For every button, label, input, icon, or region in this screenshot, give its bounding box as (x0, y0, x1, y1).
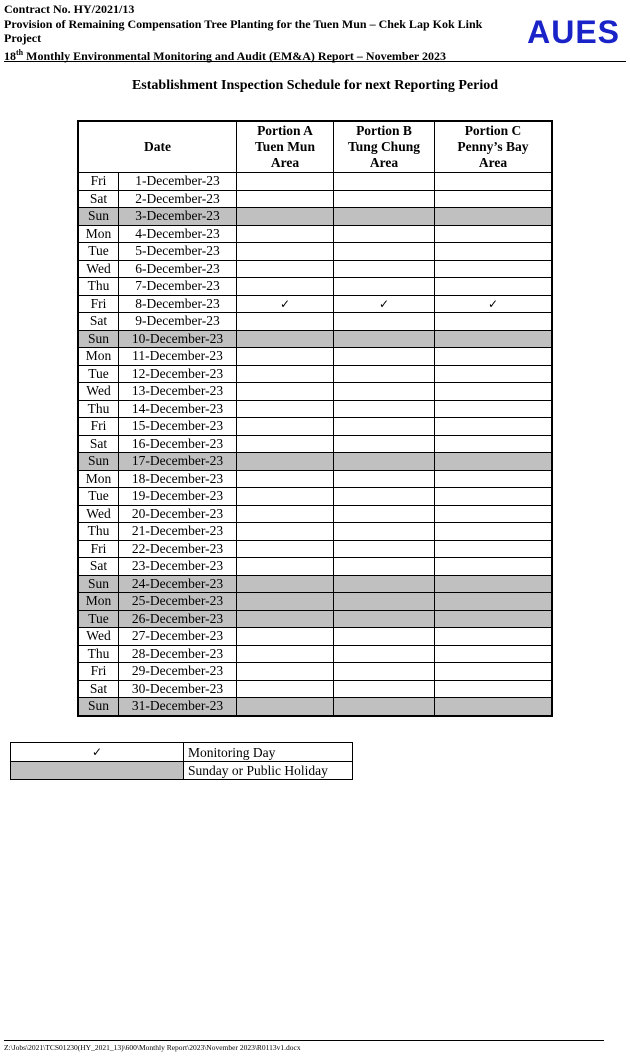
portion-c-cell (435, 208, 553, 226)
company-logo: AUES (527, 14, 620, 50)
legend-table (10, 742, 353, 780)
portion-a-cell (237, 243, 334, 261)
day-cell: Fri (78, 173, 119, 191)
portion-b-cell (334, 383, 435, 401)
header-portion-c: Portion C Penny’s Bay Area (435, 121, 553, 173)
table-row (78, 365, 552, 383)
day-cell: Tue (78, 488, 119, 506)
day-cell: Sun (78, 698, 119, 716)
portion-b-cell (334, 488, 435, 506)
portion-b-cell (334, 330, 435, 348)
table-row (78, 208, 552, 226)
report-title-rest: Monthly Environmental Monitoring and Audit (EM&A) Report – November 2023 (23, 48, 447, 63)
table-row (78, 698, 552, 716)
portion-a-cell (237, 488, 334, 506)
date-cell: 19-December-23 (119, 488, 237, 506)
day-cell: Fri (78, 663, 119, 681)
portion-b-cell (334, 435, 435, 453)
portion-b-cell (334, 663, 435, 681)
portion-a-cell (237, 190, 334, 208)
table-header-row (78, 121, 552, 173)
portion-c-cell (435, 190, 553, 208)
day-cell: Fri (78, 540, 119, 558)
portion-a-cell (237, 505, 334, 523)
portion-a-cell (237, 593, 334, 611)
legend-row-monitoring (11, 743, 353, 762)
portion-b-cell (334, 470, 435, 488)
portion-a-cell (237, 663, 334, 681)
date-cell: 13-December-23 (119, 383, 237, 401)
date-cell: 4-December-23 (119, 225, 237, 243)
portion-b-cell (334, 453, 435, 471)
portion-c-cell (435, 313, 553, 331)
project-title: Provision of Remaining Compensation Tree Planting for the Tuen Mun – Chek Lap Kok Link Project (4, 16, 483, 45)
legend-check-mark (11, 743, 184, 762)
portion-a-cell (237, 453, 334, 471)
portion-a-cell (237, 645, 334, 663)
page-title: Establishment Inspection Schedule for next Reporting Period (131, 78, 499, 93)
table-row (78, 488, 552, 506)
date-cell: 31-December-23 (119, 698, 237, 716)
report-number: 18 (4, 48, 16, 63)
date-cell: 11-December-23 (119, 348, 237, 366)
portion-a-cell (237, 383, 334, 401)
date-cell: 15-December-23 (119, 418, 237, 436)
date-cell: 5-December-23 (119, 243, 237, 261)
inspection-schedule-table (77, 120, 553, 717)
portion-b-cell (334, 610, 435, 628)
day-cell: Wed (78, 505, 119, 523)
portion-c-cell (435, 488, 553, 506)
schedule-body (78, 173, 552, 716)
portion-b-cell (334, 418, 435, 436)
portion-b-cell (334, 278, 435, 296)
portion-c-cell (435, 260, 553, 278)
portion-b-cell (334, 505, 435, 523)
day-cell: Sat (78, 435, 119, 453)
day-cell: Sat (78, 558, 119, 576)
portion-a-cell (237, 435, 334, 453)
portion-c-cell (435, 680, 553, 698)
portion-a-cell (237, 225, 334, 243)
portion-a-cell (237, 365, 334, 383)
date-cell: 16-December-23 (119, 435, 237, 453)
table-row (78, 663, 552, 681)
portion-b-cell (334, 593, 435, 611)
portion-b-cell (334, 173, 435, 191)
portion-c-cell (435, 645, 553, 663)
portion-b-cell (334, 348, 435, 366)
table-row (78, 400, 552, 418)
contract-number: Contract No. HY/2021/13 (4, 2, 135, 16)
portion-c-cell (435, 173, 553, 191)
portion-b-cell (334, 313, 435, 331)
portion-c-cell (435, 278, 553, 296)
day-cell: Wed (78, 628, 119, 646)
portion-c-cell (435, 243, 553, 261)
date-cell: 12-December-23 (119, 365, 237, 383)
day-cell: Mon (78, 593, 119, 611)
portion-b-cell (334, 208, 435, 226)
table-row (78, 575, 552, 593)
portion-c-cell (435, 505, 553, 523)
day-cell: Mon (78, 470, 119, 488)
day-cell: Sun (78, 330, 119, 348)
portion-c-cell (435, 365, 553, 383)
portion-a-cell (237, 173, 334, 191)
date-cell: 17-December-23 (119, 453, 237, 471)
date-cell: 30-December-23 (119, 680, 237, 698)
portion-c-cell (435, 435, 553, 453)
portion-b-cell (334, 680, 435, 698)
portion-a-cell (237, 540, 334, 558)
table-row (78, 295, 552, 313)
day-cell: Sat (78, 680, 119, 698)
table-row (78, 610, 552, 628)
portion-c-cell (435, 523, 553, 541)
table-row (78, 173, 552, 191)
table-row (78, 243, 552, 261)
portion-c-cell (435, 348, 553, 366)
table-row (78, 418, 552, 436)
day-cell: Wed (78, 383, 119, 401)
date-cell: 18-December-23 (119, 470, 237, 488)
portion-c-cell (435, 593, 553, 611)
portion-c-cell (435, 610, 553, 628)
portion-c-cell (435, 225, 553, 243)
day-cell: Fri (78, 418, 119, 436)
document-header (4, 2, 626, 63)
day-cell: Tue (78, 610, 119, 628)
portion-a-cell (237, 348, 334, 366)
date-cell: 20-December-23 (119, 505, 237, 523)
header-portion-a: Portion A Tuen Mun Area (237, 121, 334, 173)
header-portion-b: Portion B Tung Chung Area (334, 121, 435, 173)
day-cell: Tue (78, 365, 119, 383)
date-cell: 23-December-23 (119, 558, 237, 576)
date-cell: 2-December-23 (119, 190, 237, 208)
day-cell: Sat (78, 313, 119, 331)
portion-a-cell (237, 470, 334, 488)
portion-b-cell (334, 575, 435, 593)
portion-c-cell (435, 383, 553, 401)
portion-a-cell (237, 698, 334, 716)
portion-a-cell (237, 628, 334, 646)
date-cell: 3-December-23 (119, 208, 237, 226)
portion-a-cell (237, 558, 334, 576)
day-cell: Mon (78, 225, 119, 243)
date-cell: 14-December-23 (119, 400, 237, 418)
header-date: Date (78, 121, 237, 173)
date-cell: 29-December-23 (119, 663, 237, 681)
portion-c-cell (435, 453, 553, 471)
date-cell: 22-December-23 (119, 540, 237, 558)
table-row (78, 348, 552, 366)
day-cell: Thu (78, 400, 119, 418)
portion-b-cell (334, 628, 435, 646)
table-row (78, 435, 552, 453)
portion-c-cell (435, 418, 553, 436)
legend-monitoring-label: Monitoring Day (184, 743, 353, 762)
table-row (78, 330, 552, 348)
date-cell: 10-December-23 (119, 330, 237, 348)
date-cell: 28-December-23 (119, 645, 237, 663)
date-cell: 1-December-23 (119, 173, 237, 191)
date-cell: 7-December-23 (119, 278, 237, 296)
table-row (78, 470, 552, 488)
portion-a-cell (237, 400, 334, 418)
day-cell: Thu (78, 278, 119, 296)
portion-a-cell (237, 260, 334, 278)
portion-c-cell (435, 558, 553, 576)
portion-c-cell (435, 330, 553, 348)
portion-a-cell: ✓ (237, 295, 334, 313)
portion-a-cell (237, 680, 334, 698)
table-row (78, 645, 552, 663)
legend-holiday-label: Sunday or Public Holiday (184, 762, 353, 780)
day-cell: Sun (78, 453, 119, 471)
footer-file-path: Z:\Jobs\2021\TCS01230(HY_2021_13)\600\Monthly Report\2023\November 2023\R0113v1.docx (4, 1043, 301, 1052)
date-cell: 8-December-23 (119, 295, 237, 313)
day-cell: Tue (78, 243, 119, 261)
date-cell: 24-December-23 (119, 575, 237, 593)
portion-b-cell (334, 190, 435, 208)
portion-a-cell (237, 330, 334, 348)
portion-b-cell (334, 400, 435, 418)
report-suffix: th (16, 47, 24, 57)
table-row (78, 383, 552, 401)
table-row (78, 505, 552, 523)
portion-a-cell (237, 523, 334, 541)
date-cell: 6-December-23 (119, 260, 237, 278)
portion-c-cell (435, 540, 553, 558)
portion-c-cell (435, 663, 553, 681)
portion-b-cell (334, 698, 435, 716)
portion-b-cell (334, 225, 435, 243)
day-cell: Wed (78, 260, 119, 278)
portion-b-cell (334, 365, 435, 383)
portion-a-cell (237, 278, 334, 296)
table-row (78, 453, 552, 471)
portion-b-cell: ✓ (334, 295, 435, 313)
day-cell: Thu (78, 645, 119, 663)
portion-a-cell (237, 610, 334, 628)
portion-b-cell (334, 243, 435, 261)
table-row (78, 540, 552, 558)
portion-a-cell (237, 208, 334, 226)
table-row (78, 593, 552, 611)
day-cell: Thu (78, 523, 119, 541)
portion-c-cell (435, 698, 553, 716)
footer-divider (4, 1040, 604, 1041)
table-row (78, 523, 552, 541)
portion-c-cell (435, 628, 553, 646)
portion-b-cell (334, 540, 435, 558)
portion-c-cell (435, 470, 553, 488)
day-cell: Sun (78, 575, 119, 593)
portion-b-cell (334, 523, 435, 541)
date-cell: 27-December-23 (119, 628, 237, 646)
table-row (78, 558, 552, 576)
table-row (78, 190, 552, 208)
portion-c-cell (435, 400, 553, 418)
table-row (78, 680, 552, 698)
day-cell: Sun (78, 208, 119, 226)
date-cell: 26-December-23 (119, 610, 237, 628)
portion-a-cell (237, 575, 334, 593)
table-row (78, 225, 552, 243)
table-row (78, 313, 552, 331)
day-cell: Mon (78, 348, 119, 366)
portion-b-cell (334, 260, 435, 278)
day-cell: Sat (78, 190, 119, 208)
day-cell: Fri (78, 295, 119, 313)
table-row (78, 278, 552, 296)
check-icon: ✓ (91, 745, 103, 759)
table-row (78, 260, 552, 278)
portion-c-cell: ✓ (435, 295, 553, 313)
date-cell: 21-December-23 (119, 523, 237, 541)
date-cell: 9-December-23 (119, 313, 237, 331)
header-divider (4, 61, 626, 62)
portion-b-cell (334, 558, 435, 576)
date-cell: 25-December-23 (119, 593, 237, 611)
portion-a-cell (237, 418, 334, 436)
table-row (78, 628, 552, 646)
portion-c-cell (435, 575, 553, 593)
legend-row-holiday (11, 762, 353, 780)
legend-holiday-swatch (11, 762, 184, 780)
portion-b-cell (334, 645, 435, 663)
portion-a-cell (237, 313, 334, 331)
